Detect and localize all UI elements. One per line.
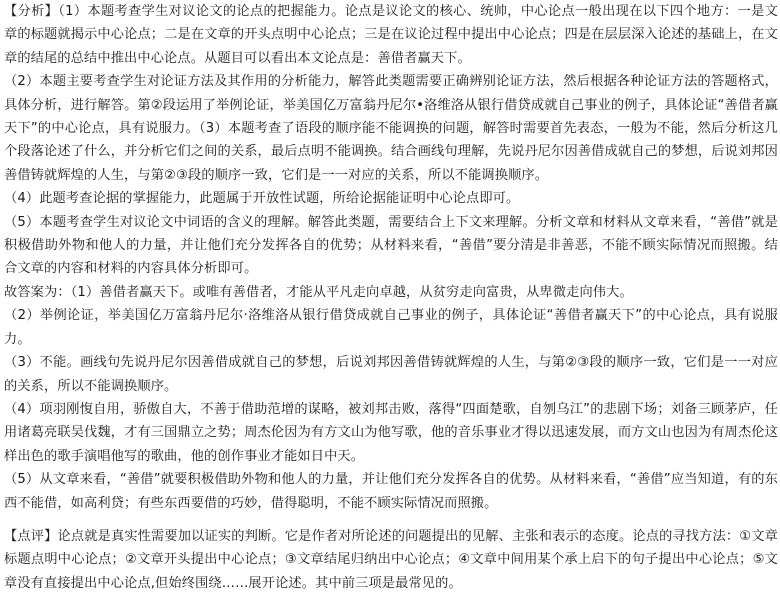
answer-paragraph-5: （5）从文章来看，“善借”就要积极借助外物和他人的力量，并让他们充分发挥各自的优势。从材料来看，“善借”应当知道，有的东西不能借，如高利贷；有些东西要借的巧妙，借得聪明，不能不顾实际情况而照搬。 [4, 472, 778, 511]
answer-paragraph-1: 故答案为：（1）善借者赢天下。或唯有善借者，才能从平凡走向卓越，从贫穷走向富贵，从卑微走向伟大。 [4, 284, 633, 300]
analysis-paragraph-3: （4）此题考查论据的掌握能力，此题属于开放性试题，所给论据能证明中心论点即可。 [4, 191, 520, 207]
section-spacer [4, 515, 778, 525]
answer-paragraph-4: （4）项羽刚愎自用，骄傲自大，不善于借助范增的谋略，被刘邦击败，落得“四面楚歌，自刎乌江”的悲剧下场；刘备三顾茅庐，任用诸葛亮联吴伐魏，才有三国鼎立之势；周杰伦因为有方文山为他写歌，他的音乐事业才得以迅速发展，而方文山也因为有周杰伦这样出色的歌手演唱他写的歌曲，他的创作事业才能如日中天。 [4, 401, 778, 464]
comment-paragraph: 【点评】论点就是真实性需要加以证实的判断。它是作者对所论述的问题提出的见解、主张和表示的态度。论点的寻找方法：①文章标题点明中心论点；②文章开头提出中心论点；③文章结尾归纳出中心论点；④文章中间用某个承上启下的句子提出中心论点；⑤文章没有直接提出中心论点,但始终围绕……展开论述。其中前三项是最常见的。 [4, 528, 778, 591]
answer-paragraph-3: （3）不能。画线句先说丹尼尔因善借成就自己的梦想，后说刘邦因善借铸就辉煌的人生，与第②③段的顺序一致，它们是一一对应的关系，所以不能调换顺序。 [4, 355, 778, 394]
answer-paragraph-2: （2）举例论证，举美国亿万富翁丹尼尔·洛维洛从银行借贷成就自己事业的例子，具体论证“善借者赢天下”的中心论点，具有说服力。 [4, 308, 778, 347]
analysis-paragraph-4: （5）本题考查学生对议论文中词语的含义的理解。解答此类题，需要结合上下文来理解。分析文章和材料从文章来看，“善借”就是积极借助外物和他人的力量，并让他们充分发挥各自的优势；从材料来看，“善借”要分清是非善恶，不能不顾实际情况而照搬。结合文章的内容和材料的内容具体分析即可。 [4, 214, 778, 277]
analysis-paragraph-1: 【分析】（1）本题考查学生对议论文的论点的把握能力。论点是议论文的核心、统帅，中心论点一般出现在以下四个地方：一是文章的标题就揭示中心论点；二是在文章的开头点明中心论点；三是在议论过程中提出中心论点；四是在层层深入论述的基础上，在文章的结尾的总结中推出中心论点。从题目可以看出本文论点是：善借者赢天下。 [4, 4, 778, 66]
analysis-paragraph-2: （2）本题主要考查学生对论证方法及其作用的分析能力，解答此类题需要正确辨别论证方法，然后根据各种论证方法的答题格式，具体分析，进行解答。第②段运用了举例论证，举美国亿万富翁丹尼尔•洛维洛从银行借贷成就自己事业的例子，具体论证“善借者赢天下”的中心论点，具有说服力。（3）本题考查了语段的顺序能不能调换的问题，解答时需要首先表态，一般为不能，然后分析这几个段落论述了什么，并分析它们之间的关系，最后点明不能调换。结合画线句理解，先说丹尼尔因善借成就自己的梦想，后说刘邦因善借铸就辉煌的人生，与第②③段的顺序一致，它们是一一对应的关系，所以不能调换顺序。 [4, 74, 778, 183]
